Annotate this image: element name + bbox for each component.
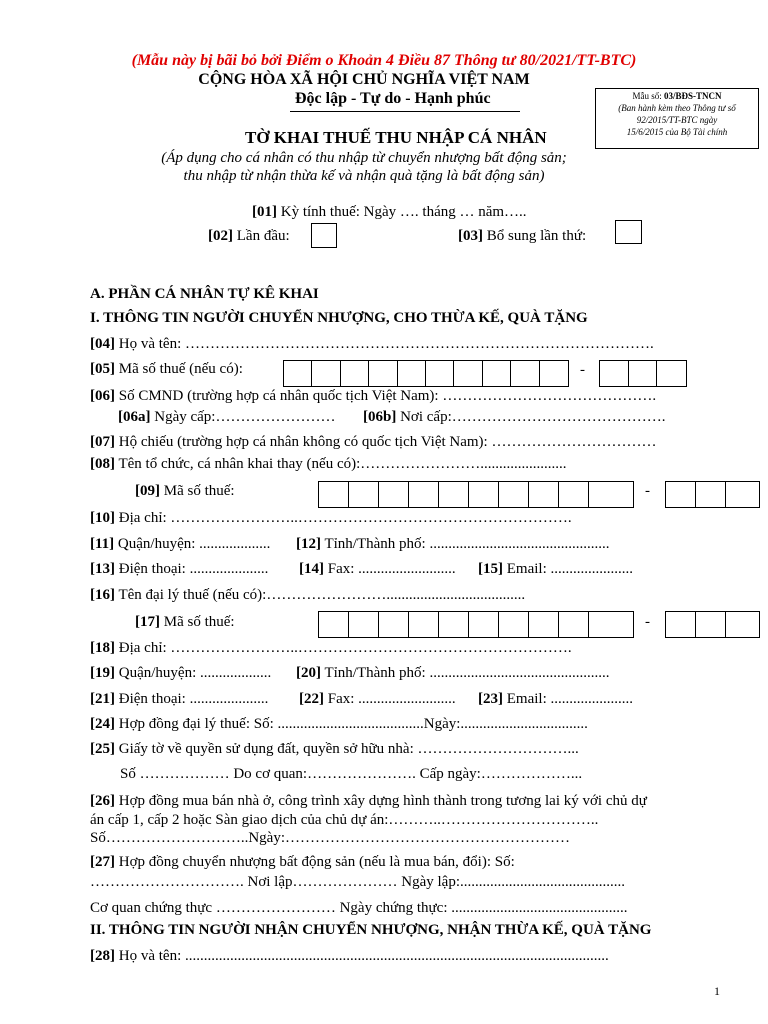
field-code: [02] (208, 228, 233, 244)
issued-line-2: 92/2015/TT-BTC ngày (636, 115, 718, 125)
field-26-purchase-contract[interactable] (90, 793, 647, 810)
field-label: Họ và tên: ................................................................................................................. (115, 948, 609, 964)
field-code: [27] (90, 854, 115, 870)
form-title: TỜ KHAI THUẾ THU NHẬP CÁ NHÂN (245, 128, 547, 147)
field-label: Fax: .......................... (324, 691, 456, 707)
field-label: Tên tổ chức, cá nhân khai thay (nếu có):……………………....................... (115, 456, 567, 472)
field-code: [01] (252, 204, 277, 220)
field-code: [08] (90, 456, 115, 472)
field-code: [23] (478, 691, 503, 707)
field-code: [05] (90, 361, 115, 377)
field-07-passport[interactable] (90, 434, 656, 451)
form-subtitle-2: thu nhập từ nhận thừa kế và nhận quà tặng là bất động sản) (183, 168, 545, 184)
field-10-address[interactable] (90, 510, 572, 527)
tax-code-dash: - (580, 362, 585, 378)
field-21-phone[interactable] (90, 691, 268, 708)
field-code: [25] (90, 741, 115, 757)
field-label: Họ và tên: …………………………………………………………………………………. (115, 336, 654, 352)
field-02-first-time (208, 228, 290, 245)
tax-code-09-digits[interactable] (318, 481, 634, 508)
field-19-district[interactable] (90, 665, 271, 682)
field-code: [06b] (363, 409, 397, 425)
field-label: Giấy tờ về quyền sử dụng đất, quyền sở hữu nhà: …………………………... (115, 741, 579, 757)
field-label: Quận/huyện: ................... (115, 665, 272, 681)
tax-code-dash: - (645, 614, 650, 630)
first-time-checkbox[interactable] (311, 223, 337, 248)
field-24-agent-contract[interactable] (90, 716, 588, 733)
field-20-province[interactable] (296, 665, 609, 682)
field-label: Mã số thuế (nếu có): (115, 361, 243, 377)
field-label: Email: ...................... (503, 691, 633, 707)
tax-code-17-suffix[interactable] (665, 611, 760, 638)
field-label: Ngày cấp:…………………… (150, 409, 336, 425)
field-label: Hợp đồng đại lý thuế: Số: .......................................Ngày:.................................. (115, 716, 588, 732)
field-28-full-name[interactable] (90, 948, 609, 965)
field-code: [16] (90, 587, 115, 603)
field-09-tax-code (135, 483, 235, 500)
field-label: Nơi cấp:……………………………………. (396, 409, 666, 425)
field-code: [19] (90, 665, 115, 681)
field-code: [11] (90, 536, 115, 552)
issued-line-1: (Ban hành kèm theo Thông tư số (618, 103, 736, 113)
tax-code-dash: - (645, 483, 650, 499)
form-subtitle-1: (Áp dụng cho cá nhân có thu nhập từ chuyển nhượng bất động sản; (161, 150, 567, 166)
issued-line-3: 15/6/2015 của Bộ Tài chính (626, 127, 728, 137)
field-code: [15] (478, 561, 503, 577)
motto: Độc lập - Tự do - Hạnh phúc (295, 90, 491, 107)
field-code: [12] (296, 536, 321, 552)
field-label: Mã số thuế: (160, 614, 235, 630)
field-code: [03] (458, 228, 483, 244)
field-label: Hợp đồng mua bán nhà ở, công trình xây dựng hình thành trong tương lai ký với chủ dự (115, 793, 647, 809)
supplement-number-box[interactable] (615, 220, 642, 244)
field-code: [13] (90, 561, 115, 577)
field-12-province[interactable] (296, 536, 609, 553)
field-code: [22] (299, 691, 324, 707)
field-25-land-certificate[interactable] (90, 741, 579, 758)
field-label: Điện thoại: ..................... (115, 561, 269, 577)
field-label: Email: ...................... (503, 561, 633, 577)
field-code: [17] (135, 614, 160, 630)
tax-code-05-suffix[interactable] (599, 360, 687, 387)
field-code: [18] (90, 640, 115, 656)
field-label: Hộ chiếu (trường hợp cá nhân không có quốc tịch Việt Nam): …………………………… (115, 434, 657, 450)
field-code: [14] (299, 561, 324, 577)
field-label: Số CMND (trường hợp cá nhân quốc tịch Việt Nam): ……………………………………. (115, 388, 657, 404)
field-code: [24] (90, 716, 115, 732)
field-label: Quận/huyện: ................... (114, 536, 271, 552)
field-code: [06a] (118, 409, 151, 425)
field-label: Địa chỉ: ……………………..………………………………………………. (115, 510, 572, 526)
field-code: [26] (90, 793, 115, 809)
field-16-tax-agent[interactable] (90, 587, 525, 604)
field-15-email[interactable] (478, 561, 633, 578)
field-08-filer-name[interactable] (90, 456, 567, 473)
field-27-line-2[interactable]: …………………………. Nơi lập………………… Ngày lập:............................................ (90, 874, 625, 890)
tax-code-05-digits[interactable] (283, 360, 569, 387)
field-label: Tên đại lý thuế (nếu có):……………………..................................... (115, 587, 526, 603)
field-18-address[interactable] (90, 640, 572, 657)
field-03-supplement (458, 228, 586, 245)
field-code: [20] (296, 665, 321, 681)
field-23-email[interactable] (478, 691, 633, 708)
form-code-label: Mẫu số: (632, 91, 664, 101)
field-label: Fax: .......................... (324, 561, 456, 577)
repeal-notice: (Mẫu này bị bãi bỏ bởi Điểm o Khoản 4 Điều 87 Thông tư 80/2021/TT-BTC) (131, 52, 637, 69)
field-code: [28] (90, 948, 115, 964)
section-i-heading: I. THÔNG TIN NGƯỜI CHUYỂN NHƯỢNG, CHO THỪA KẾ, QUÀ TẶNG (90, 310, 588, 326)
field-label: Mã số thuế: (160, 483, 235, 499)
field-01-tax-period[interactable] (252, 204, 527, 221)
field-14-fax[interactable] (299, 561, 456, 578)
field-label: Bổ sung lần thứ: (483, 228, 587, 244)
page-number: 1 (714, 984, 720, 998)
field-26-line-2[interactable]: án cấp 1, cấp 2 hoặc Sàn giao dịch của chủ dự án:………..………………………….. (90, 812, 599, 828)
field-22-fax[interactable] (299, 691, 456, 708)
field-label: Tỉnh/Thành phố: ................................................ (321, 536, 610, 552)
tax-code-17-digits[interactable] (318, 611, 634, 638)
field-code: [21] (90, 691, 115, 707)
form-code-box (595, 88, 759, 149)
section-ii-heading: II. THÔNG TIN NGƯỜI NHẬN CHUYỂN NHƯỢNG, NHẬN THỪA KẾ, QUÀ TẶNG (90, 922, 652, 938)
field-label: Lần đầu: (233, 228, 290, 244)
field-17-tax-code (135, 614, 235, 631)
field-13-phone[interactable] (90, 561, 268, 578)
field-label: Hợp đồng chuyển nhượng bất động sản (nếu là mua bán, đổi): Số: (115, 854, 515, 870)
field-code: [09] (135, 483, 160, 499)
field-code: [07] (90, 434, 115, 450)
field-code: [06] (90, 388, 115, 404)
field-27-certification[interactable]: Cơ quan chứng thực …………………… Ngày chứng thực: ............................................... (90, 900, 628, 916)
field-06b-issue-place[interactable] (363, 409, 666, 426)
form-code: 03/BĐS-TNCN (663, 91, 722, 101)
tax-code-09-suffix[interactable] (665, 481, 760, 508)
field-label: Tỉnh/Thành phố: ................................................ (321, 665, 610, 681)
field-code: [10] (90, 510, 115, 526)
field-26-line-3[interactable]: Số………………………..Ngày:………………………………………………… (90, 830, 570, 846)
field-label: Kỳ tính thuế: Ngày …. tháng … năm….. (277, 204, 527, 220)
field-label: Điện thoại: ..................... (115, 691, 269, 707)
field-label: Địa chỉ: ……………………..………………………………………………. (115, 640, 572, 656)
field-06a-issue-date[interactable] (118, 409, 335, 426)
field-05-tax-code (90, 361, 243, 378)
motto-underline (290, 111, 520, 112)
field-25-certificate-details[interactable]: Số ……………… Do cơ quan:…………………. Cấp ngày:………………... (120, 766, 583, 782)
country-name: CỘNG HÒA XÃ HỘI CHỦ NGHĨA VIỆT NAM (198, 71, 530, 88)
field-27-transfer-contract[interactable] (90, 854, 515, 871)
field-code: [04] (90, 336, 115, 352)
field-04-full-name[interactable] (90, 336, 654, 353)
section-a-heading: A. PHẦN CÁ NHÂN TỰ KÊ KHAI (90, 286, 319, 302)
field-11-district[interactable] (90, 536, 270, 553)
field-06-id-card[interactable] (90, 388, 656, 405)
